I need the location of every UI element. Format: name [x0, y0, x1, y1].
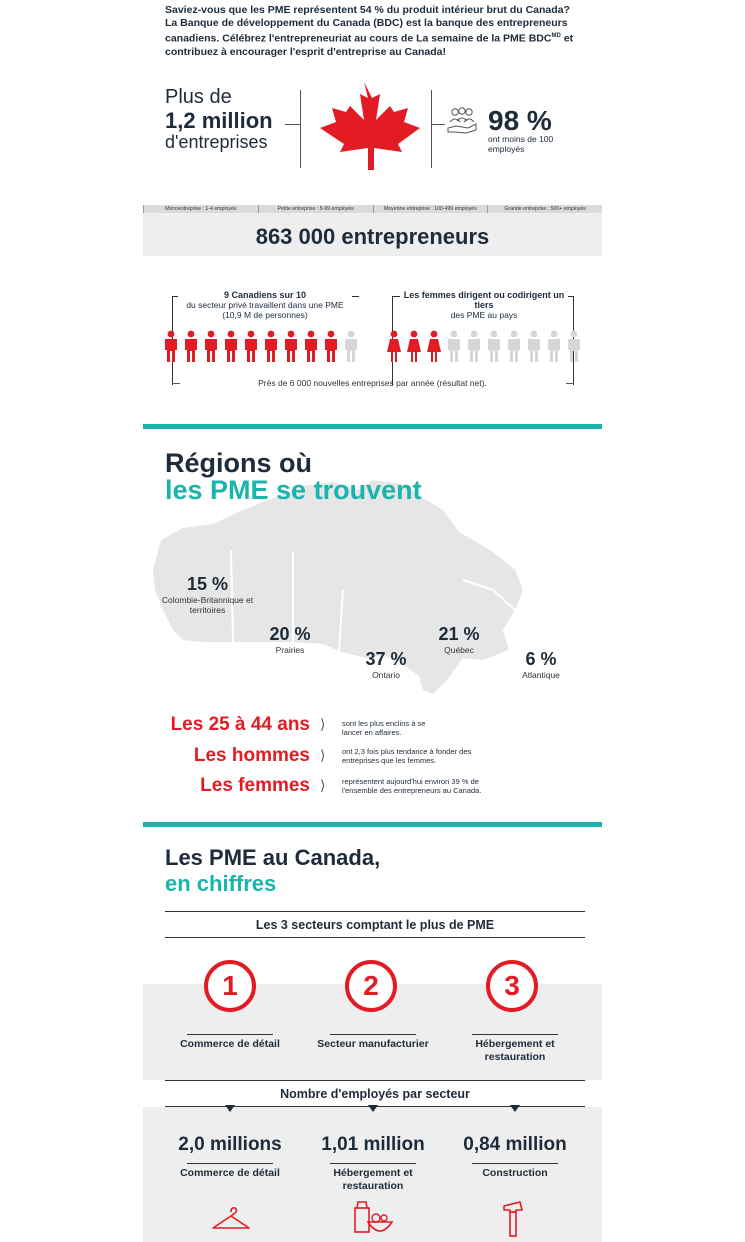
- maple-leaf-icon: [306, 80, 430, 172]
- person-icon: [243, 330, 259, 362]
- employees-3-value: 0,84 million: [463, 1134, 567, 1155]
- person-icon: [203, 330, 219, 362]
- demo-row-age: [165, 714, 310, 736]
- demo-women-title: Les femmes: [200, 775, 310, 796]
- region-ontario: [346, 649, 426, 680]
- employees-1-label: Commerce de détail: [180, 1167, 280, 1179]
- sector-1-label: Commerce de détail: [180, 1038, 280, 1050]
- hanger-icon: [211, 1204, 251, 1232]
- sectors-title: Les 3 secteurs comptant le plus de PME: [255, 918, 495, 932]
- businesses-suffix: d'entreprises: [165, 132, 268, 152]
- businesses-prefix: Plus de: [165, 86, 232, 108]
- person-icon: [486, 330, 502, 362]
- woman-icon: [426, 330, 442, 362]
- person-icon: [223, 330, 239, 362]
- rank-2-badge: 2: [345, 960, 397, 1012]
- region-quebec-pct: 21 %: [438, 624, 480, 644]
- people-right: [386, 330, 582, 362]
- chevron-right-icon: ⟩: [320, 716, 326, 732]
- sectors-rule-bottom: [165, 937, 585, 938]
- region-atlantic-pct: 6 %: [525, 649, 557, 669]
- pointer-icon: [225, 1105, 235, 1113]
- employees-3-rule: [472, 1163, 558, 1164]
- sector-1-rule: [187, 1034, 273, 1035]
- entrepreneurs-count: 863 000 entrepreneurs: [255, 224, 490, 249]
- chevron-right-icon: ⟩: [320, 777, 326, 793]
- region-bc-name: Colombie-Britannique et territoires: [161, 595, 254, 615]
- stat-left-bold: 9 Canadiens sur 10: [223, 290, 307, 300]
- person-icon: [466, 330, 482, 362]
- person-icon: [283, 330, 299, 362]
- size-large: Grande entreprise : 500+ employés: [487, 205, 602, 213]
- employees-2-label: Hébergement et restauration: [333, 1167, 413, 1192]
- woman-icon: [406, 330, 422, 362]
- sectors-rule-top: [165, 911, 585, 912]
- teal-divider-1: [143, 424, 602, 429]
- demo-row-women: [165, 775, 310, 797]
- region-ontario-name: Ontario: [372, 670, 400, 680]
- intro-line-3: et contribuez à encourager l'esprit d'entreprise au Canada!: [165, 32, 574, 58]
- size-small: Petite entreprise : 5-99 employés: [258, 205, 373, 213]
- employees-title: Nombre d'employés par secteur: [280, 1087, 470, 1101]
- region-quebec: [419, 624, 499, 655]
- connector-line: [285, 124, 301, 125]
- region-atlantic-name: Atlantique: [522, 670, 560, 680]
- woman-icon: [386, 330, 402, 362]
- region-ontario-pct: 37 %: [365, 649, 407, 669]
- intro-text: [165, 4, 585, 59]
- region-bc-pct: 15 %: [186, 574, 229, 594]
- figures-title-2: en chiffres: [165, 871, 277, 896]
- demo-age-title: Les 25 à 44 ans: [170, 714, 310, 735]
- person-icon: [183, 330, 199, 362]
- demo-men-desc: ont 2,3 fois plus tendance à fonder des entreprises que les femmes.: [342, 747, 472, 765]
- person-icon: [323, 330, 339, 362]
- food-drink-icon: [352, 1200, 394, 1236]
- person-icon: [163, 330, 179, 362]
- employees-rule-top: [165, 1080, 585, 1081]
- region-bc: [160, 574, 255, 615]
- stat-right-bold: Les femmes dirigent ou codirigent un tiers: [403, 290, 565, 310]
- region-quebec-name: Québec: [444, 645, 474, 655]
- figures-title-1: Les PME au Canada,: [165, 845, 381, 870]
- size-micro: Microentreprise : 1-4 employés: [143, 205, 258, 213]
- rank-3-badge: 3: [486, 960, 538, 1012]
- employees-1-value: 2,0 millions: [178, 1134, 282, 1155]
- regions-title-2: les PME se trouvent: [165, 475, 422, 505]
- employees-1-rule: [187, 1163, 273, 1164]
- region-prairies-name: Prairies: [275, 645, 305, 655]
- person-icon: [263, 330, 279, 362]
- sector-2-label: Secteur manufacturier: [317, 1038, 429, 1050]
- intro-line-1: Saviez-vous que les PME représentent 54 % du produit intérieur brut du Canada?: [165, 4, 570, 16]
- employees-2-value: 1,01 million: [321, 1134, 425, 1155]
- person-icon: [546, 330, 562, 362]
- employees-3-label: Construction: [482, 1167, 548, 1179]
- pointer-icon: [510, 1105, 520, 1113]
- percent-note: ont moins de 100 employés: [488, 134, 554, 154]
- businesses-count: 1,2 million: [165, 108, 273, 133]
- stat-right-heading: [400, 290, 568, 320]
- person-icon: [526, 330, 542, 362]
- demo-men-title: Les hommes: [193, 745, 310, 766]
- employees-2-rule: [330, 1163, 416, 1164]
- stat-right-text: des PME au pays: [450, 310, 518, 320]
- bracket-line-left: [300, 90, 301, 168]
- percent-98: 98 %: [488, 105, 552, 136]
- bracket-line-right: [431, 90, 432, 168]
- sector-3-rule: [472, 1034, 558, 1035]
- stat-left-heading: [178, 290, 352, 320]
- demo-women-desc: représentent aujourd'hui environ 39 % de l'ensemble des entrepreneurs au Canada.: [342, 777, 482, 795]
- hammer-icon: [500, 1200, 526, 1238]
- person-icon: [303, 330, 319, 362]
- intro-line-2: La Banque de développement du Canada (BDC) est la banque des entrepreneurs canadiens. Célébrez l'entrepreneuriat au cours de La semaine de la PME BDC: [165, 17, 568, 45]
- person-icon: [343, 330, 359, 362]
- region-atlantic: [501, 649, 581, 680]
- size-medium: Moyenne entreprise : 100-499 employés: [373, 205, 488, 213]
- demo-row-men: [165, 745, 310, 767]
- chevron-right-icon: ⟩: [320, 747, 326, 763]
- region-prairies-pct: 20 %: [269, 624, 311, 644]
- sector-2-rule: [330, 1034, 416, 1035]
- connector-line-right: [431, 124, 445, 125]
- business-size-scale: [143, 205, 602, 213]
- footnote: Près de 6 000 nouvelles entreprises par année (résultat net).: [258, 378, 487, 388]
- people-hand-icon: [446, 106, 478, 134]
- people-left: [163, 330, 359, 362]
- person-icon: [566, 330, 582, 362]
- sector-3-label: Hébergement et restauration: [475, 1038, 555, 1063]
- trademark-sup: MD: [551, 33, 561, 39]
- demo-age-desc: sont les plus enclins à se lancer en affaires.: [342, 719, 426, 737]
- regions-title-1: Régions où: [165, 448, 312, 478]
- region-prairies: [250, 624, 330, 655]
- stat-left-text: du secteur privé travaillent dans une PME (10,9 M de personnes): [186, 300, 344, 320]
- teal-divider-2: [143, 822, 602, 827]
- person-icon: [446, 330, 462, 362]
- pointer-icon: [368, 1105, 378, 1113]
- person-icon: [506, 330, 522, 362]
- rank-1-badge: 1: [204, 960, 256, 1012]
